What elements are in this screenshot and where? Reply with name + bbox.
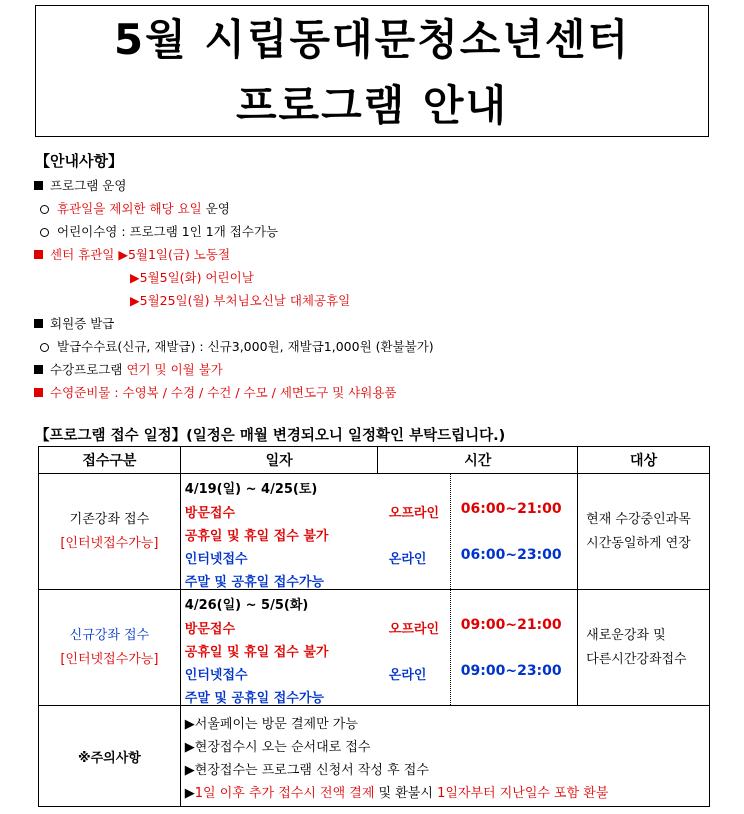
op-sub-black: 운영 [201, 201, 230, 216]
online-label: 인터넷접수 [184, 552, 248, 567]
online-time: 09:00~23:00 [460, 663, 562, 679]
caution-cell [180, 706, 709, 807]
offline-time-label: 오프라인 [388, 622, 440, 637]
col-header-type: 접수구분 [39, 447, 181, 474]
closed-day-1: 5월1일(금) 노동절 [127, 247, 231, 262]
type-cell [39, 590, 181, 706]
date-time-cell [180, 590, 577, 706]
title-box [35, 5, 709, 137]
date-time-cell [180, 474, 577, 590]
online-note: [인터넷접수가능] [60, 535, 159, 551]
offline-time: 06:00~21:00 [460, 501, 562, 517]
notice-header: 【안내사항】 [35, 152, 123, 170]
caution-label: ※주의사항 [39, 706, 181, 807]
circle-bullet-icon [40, 343, 49, 352]
program-op-text: 프로그램 운영 [50, 178, 127, 193]
visit-note: 공휴일 및 휴일 접수 불가 [184, 645, 329, 660]
col-header-date: 일자 [180, 447, 378, 474]
type-text: 기존강좌 접수 [69, 511, 150, 527]
schedule-table [38, 446, 710, 807]
online-label: 인터넷접수 [184, 668, 248, 683]
offline-time: 09:00~21:00 [460, 617, 562, 633]
caution-red-2: 1일자부터 지난일수 포함 환불 [437, 786, 609, 801]
square-bullet-icon [34, 319, 43, 328]
online-time: 06:00~23:00 [460, 547, 562, 563]
swim-items-text: 수영준비물 : 수영복 / 수경 / 수건 / 수모 / 세면도구 및 샤워용품 [50, 385, 397, 400]
title-line-2: 프로그램 안내 [235, 81, 509, 130]
date-range: 4/19(일) ~ 4/25(토) [184, 482, 318, 497]
date-range: 4/26(일) ~ 5/5(화) [184, 598, 309, 613]
course-prefix: 수강프로그램 [50, 362, 127, 377]
square-bullet-icon [34, 388, 43, 397]
schedule-header: 【프로그램 접수 일정】(일정은 매월 변경되오니 일정확인 부탁드립니다.) [35, 428, 506, 444]
kids-swim-text: 어린이수영 : 프로그램 1인 1개 접수가능 [57, 224, 279, 239]
program-op-item [34, 176, 126, 194]
caution-black: 및 환불시 [374, 786, 438, 801]
offline-time-label: 오프라인 [388, 506, 440, 521]
target-line-2: 다른시간강좌접수 [586, 651, 687, 667]
swim-items-item [34, 383, 396, 401]
closed-day-3: ▶5월25일(월) 부처님오신날 대체공휴일 [130, 293, 351, 308]
visit-label: 방문접수 [184, 622, 236, 637]
membership-fee-text: 발급수수료(신규, 재발급) : 신규3,000원, 재발급1,000원 (환불불가) [57, 339, 434, 354]
online-note2: 주말 및 공휴일 접수가능 [184, 691, 324, 706]
membership-item [34, 314, 114, 332]
caution-red-1: 1일 이후 추가 접수시 전액 결제 [194, 786, 375, 801]
closed-days-item [34, 245, 230, 263]
online-time-label: 온라인 [388, 552, 427, 567]
closed-day-2: ▶5월5일(화) 어린이날 [130, 270, 254, 285]
membership-fee-item [40, 337, 434, 355]
time-divider [450, 474, 451, 589]
visit-label: 방문접수 [184, 506, 236, 521]
caution-row [39, 706, 710, 807]
circle-bullet-icon [40, 228, 49, 237]
target-cell [578, 474, 710, 590]
type-text: 신규강좌 접수 [69, 627, 150, 643]
table-header-row [39, 447, 710, 474]
visit-note: 공휴일 및 휴일 접수 불가 [184, 529, 329, 544]
program-op-sub [40, 199, 230, 217]
target-line-2: 시간동일하게 연장 [586, 535, 691, 551]
target-line-1: 현재 수강중인과목 [586, 511, 691, 527]
caution-item: ▶서울페이는 방문 결제만 가능 [184, 717, 358, 732]
square-bullet-icon [34, 250, 43, 259]
caution-item-last [185, 782, 609, 801]
caution-item: ▶현장접수시 오는 순서대로 접수 [184, 740, 371, 755]
title-line-1: 5월 시립동대문청소년센터 [113, 15, 631, 64]
circle-bullet-icon [40, 205, 49, 214]
course-item [34, 360, 223, 378]
col-header-time: 시간 [378, 447, 578, 474]
type-cell [39, 474, 181, 590]
col-header-target: 대상 [578, 447, 710, 474]
online-note: [인터넷접수가능] [60, 651, 159, 667]
caution-item: ▶현장접수는 프로그램 신청서 작성 후 접수 [184, 763, 429, 778]
target-cell [578, 590, 710, 706]
kids-swim-item [40, 222, 278, 240]
table-row [39, 590, 710, 706]
online-time-label: 온라인 [388, 668, 427, 683]
target-line-1: 새로운강좌 및 [586, 627, 666, 643]
caution-arrow: ▶ [184, 786, 195, 801]
course-red: 연기 및 이월 불가 [126, 362, 223, 377]
square-bullet-icon [34, 181, 43, 190]
square-bullet-icon [34, 365, 43, 374]
closed-label: 센터 휴관일 ▶ [50, 247, 128, 262]
table-row [39, 474, 710, 590]
membership-text: 회원증 발급 [50, 316, 115, 331]
online-note2: 주말 및 공휴일 접수가능 [184, 575, 324, 590]
time-divider [450, 590, 451, 705]
op-sub-red: 휴관일을 제외한 해당 요일 [57, 201, 202, 216]
